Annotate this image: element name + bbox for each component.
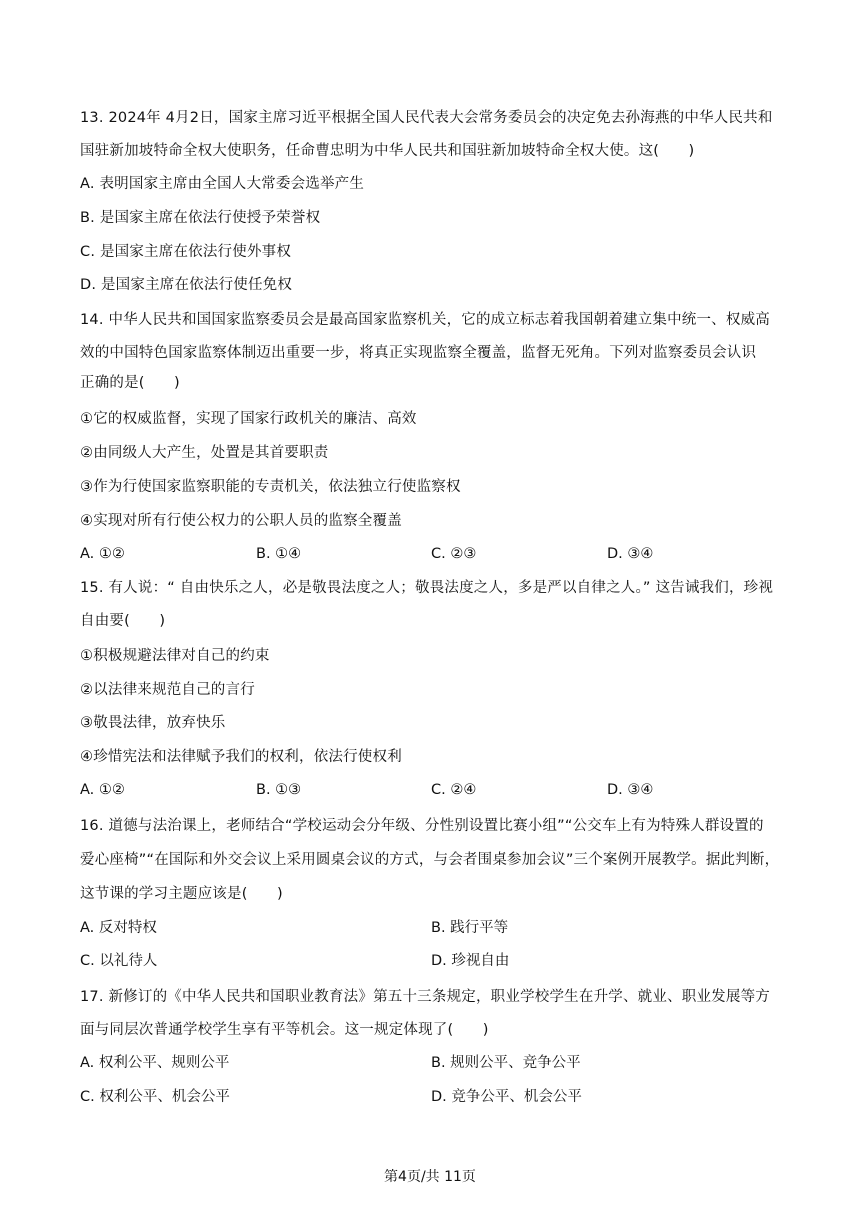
choice-d: D. 竞争公平、机会公平 [431, 1089, 582, 1105]
choice-a: A. ①② [80, 546, 125, 562]
choice-c: C. 以礼待人 [80, 953, 158, 969]
question-stem-line: 17. 新修订的《中华人民共和国职业教育法》第五十三条规定，职业学校学生在升学、就业、职业发展等方 [80, 989, 770, 1005]
question-stem-line: 16. 道德与法治课上，老师结合“学校运动会分年级、分性别设置比赛小组”“公交车上有为特殊人群设置的 [80, 818, 764, 834]
statement-item: ③敬畏法律，放弃快乐 [80, 715, 226, 731]
option-d: D. 是国家主席在依法行使任免权 [80, 277, 293, 293]
choice-b: B. ①③ [256, 782, 302, 798]
statement-item: ④实现对所有行使公权力的公职人员的监察全覆盖 [80, 513, 402, 529]
choice-d: D. 珍视自由 [431, 953, 510, 969]
choice-b: B. 践行平等 [431, 920, 509, 936]
question-stem-line: 这节课的学习主题应该是( ) [80, 886, 283, 902]
option-a: A. 表明国家主席由全国人大常委会选举产生 [80, 176, 365, 192]
choice-d: D. ③④ [607, 782, 654, 798]
statement-item: ②由同级人大产生，处置是其首要职责 [80, 445, 329, 461]
question-stem-line: 国驻新加坡特命全权大使职务，任命曹忠明为中华人民共和国驻新加坡特命全权大使。这( ) [80, 143, 695, 159]
choice-b: B. ①④ [256, 546, 302, 562]
statement-item: ①它的权威监督，实现了国家行政机关的廉洁、高效 [80, 411, 417, 427]
page-number: 第4页/共 11页 [384, 1169, 476, 1185]
question-stem-line: 爱心座椅”“在国际和外交会议上采用圆桌会议的方式，与会者围桌参加会议”三个案例开展教学。据此判断， [80, 852, 780, 868]
question-stem-line: 13. 2024年 4月2日，国家主席习近平根据全国人民代表大会常务委员会的决定免去孙海燕的中华人民共和 [80, 110, 773, 126]
choice-c: C. 权利公平、机会公平 [80, 1089, 230, 1105]
question-stem-line: 面与同层次普通学校学生享有平等机会。这一规定体现了( ) [80, 1022, 489, 1038]
choice-d: D. ③④ [607, 546, 654, 562]
choice-c: C. ②④ [431, 782, 477, 798]
question-stem-line: 14. 中华人民共和国国家监察委员会是最高国家监察机关，它的成立标志着我国朝着建立集中统一、权威高 [80, 312, 770, 328]
choice-a: A. ①② [80, 782, 125, 798]
option-c: C. 是国家主席在依法行使外事权 [80, 244, 292, 260]
option-b: B. 是国家主席在依法行使授予荣誉权 [80, 210, 321, 226]
choice-a: A. 反对特权 [80, 920, 157, 936]
question-stem-line: 效的中国特色国家监察体制迈出重要一步，将真正实现监察全覆盖，监督无死角。下列对监察委员会认识 [80, 345, 757, 361]
choice-a: A. 权利公平、规则公平 [80, 1055, 230, 1071]
statement-item: ③作为行使国家监察职能的专责机关，依法独立行使监察权 [80, 479, 461, 495]
question-stem-line: 正确的是( ) [80, 375, 180, 391]
statement-item: ②以法律来规范自己的言行 [80, 682, 255, 698]
choice-b: B. 规则公平、竞争公平 [431, 1055, 581, 1071]
question-stem-line: 15. 有人说：“ 自由快乐之人，必是敬畏法度之人；敬畏法度之人，多是严以自律之人。” 这告诫我们，珍视 [80, 580, 774, 596]
choice-c: C. ②③ [431, 546, 477, 562]
statement-item: ④珍惜宪法和法律赋予我们的权利，依法行使权利 [80, 749, 402, 765]
question-stem-line: 自由要( ) [80, 613, 166, 629]
statement-item: ①积极规避法律对自己的约束 [80, 648, 270, 664]
